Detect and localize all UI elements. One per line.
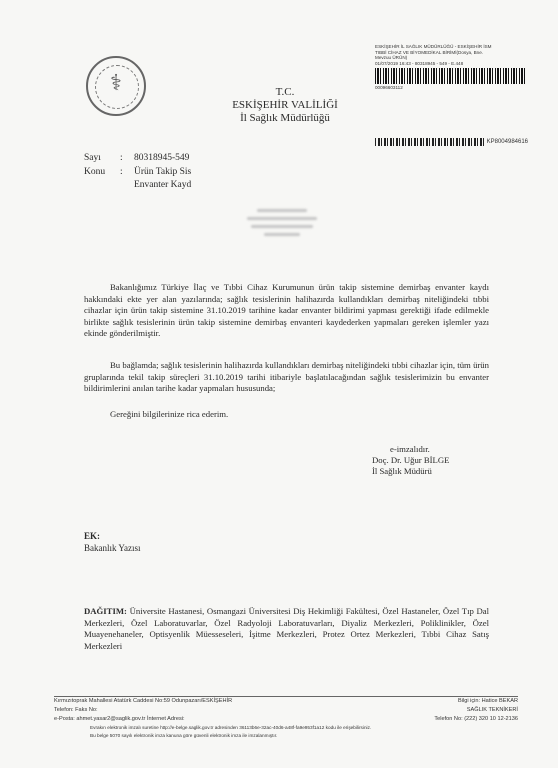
body-paragraph-2: Bu bağlamda; sağlık tesislerinin halihazırda kullandıkları demirbaş niteliğindeki tıbbi cihazlar için, tüm ürün gruplarında tekil takip süreçleri 31.10.2019 tarihi itibariyle başlatılacağından sağlık tesislerimizin bu envanter bildirimlerini anılan tarihe kadar yapmaları hususunda; (84, 360, 489, 394)
footer (54, 696, 518, 739)
signature-block (372, 444, 449, 477)
barcode-line-4: 01/07/2019 16:43 - 80318945 - 549 - E.448 (375, 60, 464, 66)
signature-title: İl Sağlık Müdürü (372, 466, 432, 476)
signature-name: Doç. Dr. Uğur BİLGE (372, 455, 450, 465)
sayi-label: Sayı (84, 153, 101, 163)
signature-e-signed: e-imzalıdır. (390, 444, 430, 454)
footer-phone-2: Telefon No: (222) 320 10 12-2136 (434, 716, 518, 722)
sayi-colon: : (120, 153, 123, 163)
konu-row (84, 166, 191, 178)
secondary-barcode (373, 138, 528, 146)
caduceus-icon: ⚕ (110, 70, 122, 95)
letterhead (200, 86, 370, 125)
konu-label: Konu (84, 167, 106, 177)
distribution-label: DAĞITIM: (84, 606, 127, 616)
footer-address: Kırmızıtoprak Mahallesi Atatürk Caddesi No:59 Odunpazarı/ESKİŞEHİR (54, 698, 233, 704)
konu-value-line-1: Ürün Takip Sis (134, 167, 192, 177)
distribution-list: Üniversite Hastanesi, Osmangazi Üniversitesi Diş Hekimliği Fakültesi, Özel Hastaneler, Özel Tıp Dal Merkezleri, Özel Laboratuvarlar, Özel Radyoloji Laboratuvarları, Diyaliz Merkezleri, Poliklinikler, Özel Muayenehaneler, Optisyenlik Müesseseleri, İşitme Merkezleri, Protez Ortez Merkezleri, Tıbbi Cihaz Satış Merkezleri (84, 606, 489, 651)
konu-colon: : (120, 167, 123, 177)
ministry-seal-icon (86, 56, 146, 116)
footer-info-contact: Bilgi için: Hatice BEKAR (458, 698, 518, 704)
header-line-valilik: ESKİŞEHİR VALİLİĞİ (232, 99, 338, 111)
barcode-icon (375, 68, 525, 84)
footer-contact-title: SAĞLIK TEKNİKERİ (466, 707, 518, 713)
footer-email: e-Posta: ahmet.yasar2@saglik.gov.tr İnternet Adresi: (54, 716, 185, 722)
barcode-line-3: Mevzuu ÜRÜN) (375, 55, 408, 61)
barcode-number: 00096603112 (375, 85, 403, 91)
document-barcode-block (375, 44, 525, 90)
header-line-mudurluk: İl Sağlık Müdürlüğü (240, 112, 330, 124)
sayi-value: 80318945-549 (134, 153, 190, 163)
secondary-barcode-code: KP8004984616 (486, 139, 528, 145)
attachments-label: EK: (84, 531, 101, 541)
header-line-tc: T.C. (275, 86, 295, 98)
body-paragraph-1: Bakanlığımız Türkiye İlaç ve Tıbbi Cihaz Kurumunun ürün takip sistemine demirbaş envanter kaydı hakkındaki ekte yer alan yazılarında; sağlık tesislerinin halihazırda kullandıkları demirbaş niteliğindeki tıbbi cihazlar için ürün takip sistemine 31.10.2019 tarihine kadar envanter bildirimi yapması gerektiği ifade edilmekle birlikte sağlık tesislerinin ürün takip sistemine demirbaş envanteri kaydederken yapmaları gereken işlemler yazı ekinde gönderilmiştir. (84, 282, 489, 339)
footer-phone-fax: Telefon: Faks No: (54, 707, 98, 713)
footer-law-note: Bu belge 5070 sayılı elektronik imza kanuna göre güvenli elektronik imza ile imzalanmıştır. (90, 732, 278, 738)
barcode-line-2: TIBBİ CİHAZ VE BİYOMEDİKAL BİRİMİ(Dosya, Bne. (375, 49, 484, 55)
barcode-line-1: ESKİŞEHİR İL SAĞLIK MÜDÜRLÜĞÜ - ESKİŞEHİR İSM (375, 44, 492, 49)
distribution-block (84, 606, 489, 652)
attachments-block (84, 530, 141, 554)
sayi-row (84, 152, 189, 164)
secondary-barcode-icon (375, 138, 485, 146)
attachment-item: Bakanlık Yazısı (84, 543, 141, 553)
konu-row-2 (134, 179, 191, 191)
body-paragraph-3: Gereğini bilgilerinize rica ederim. (110, 409, 229, 419)
footer-e-verify-note: Evrakın elektronik imzalı suretine http://e-belge.saglik.gov.tr adresinden 36113b6e-32ac-40d6-a48f-fa9e953f1a12 kodu ile erişebilirsiniz. (90, 725, 372, 730)
konu-value-line-2: Envanter Kayd (134, 180, 192, 190)
redacted-address-block (246, 204, 318, 241)
